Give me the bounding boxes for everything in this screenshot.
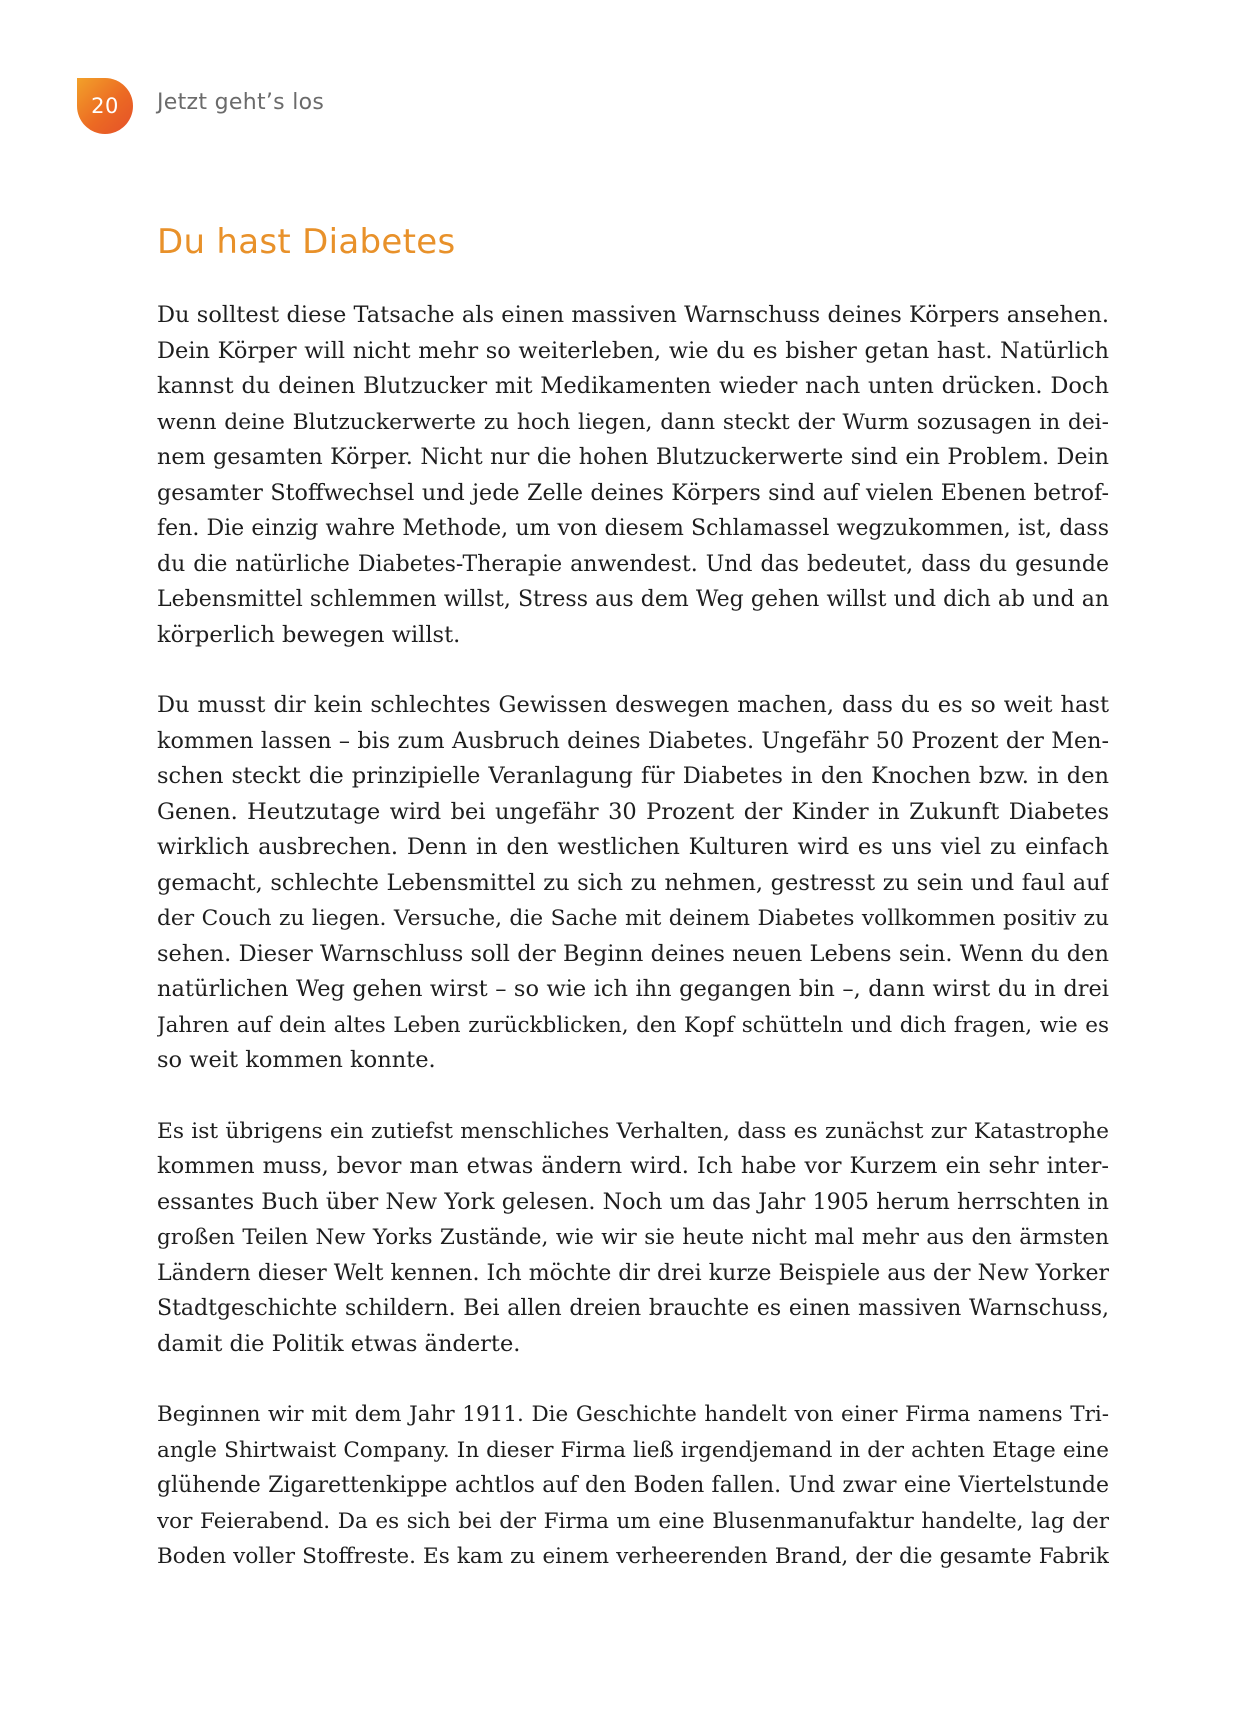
text-line: natürlichen Weg gehen wirst – so wie ich ihn gegangen bin –, dann wirst du in drei (157, 976, 1109, 1002)
paragraph (157, 688, 1109, 1079)
text-line: angle Shirtwaist Company. In dieser Firma ließ irgendjemand in der achten Etage eine (157, 1437, 1109, 1463)
page-number-badge (77, 78, 133, 134)
body-text (157, 298, 1109, 1610)
text-line: Ländern dieser Welt kennen. Ich möchte dir drei kurze Beispiele aus der New Yorker (157, 1260, 1109, 1286)
text-line: Dein Körper will nicht mehr so weiterleben, wie du es bisher getan hast. Natürlich (157, 337, 1109, 364)
text-line: kannst du deinen Blutzucker mit Medikamenten wieder nach unten drücken. Doch (157, 373, 1109, 399)
chapter-title: Du hast Diabetes (157, 222, 456, 262)
text-line: du die natürliche Diabetes-Therapie anwendest. Und das bedeutet, dass du gesunde (157, 551, 1109, 577)
text-line: kommen lassen – bis zum Ausbruch deines Diabetes. Ungefähr 50 Prozent der Men- (157, 727, 1109, 754)
text-line: Boden voller Stoffreste. Es kam zu einem verheerenden Brand, der die gesamte Fabrik (157, 1544, 1109, 1569)
paragraph (157, 298, 1109, 653)
text-line: Lebensmittel schlemmen willst, Stress aus dem Weg gehen willst und dich ab und an (157, 587, 1109, 612)
text-line: Stadtgeschichte schildern. Bei allen dreien brauchte es einen massiven Warnschuss, (157, 1296, 1109, 1321)
text-line: wenn deine Blutzuckerwerte zu hoch liegen, dann steckt der Wurm sozusagen in dei- (157, 409, 1109, 435)
text-line: Jahren auf dein altes Leben zurückblicken, den Kopf schütteln und dich fragen, wie es (157, 1012, 1109, 1038)
text-line: vor Feierabend. Da es sich bei der Firma um eine Blusenmanufaktur handelte, lag der (157, 1508, 1109, 1534)
text-line: nem gesamten Körper. Nicht nur die hohen Blutzuckerwerte sind ein Problem. Dein (157, 444, 1109, 470)
text-line: der Couch zu liegen. Versuche, die Sache mit deinem Diabetes vollkommen positiv zu (157, 906, 1109, 931)
text-line: wirklich ausbrechen. Denn in den westlichen Kulturen wird es uns viel zu einfach (157, 834, 1109, 860)
page-number: 20 (91, 94, 119, 118)
text-line: Es ist übrigens ein zutiefst menschliches Verhalten, dass es zunächst zur Katastrophe (157, 1118, 1109, 1144)
text-line: sehen. Dieser Warnschluss soll der Beginn deines neuen Lebens sein. Wenn du den (157, 940, 1109, 967)
text-line: kommen muss, bevor man etwas ändern wird. Ich habe vor Kurzem ein sehr inter- (157, 1153, 1109, 1179)
text-line: großen Teilen New Yorks Zustände, wie wir sie heute nicht mal mehr aus den ärmsten (157, 1225, 1109, 1250)
text-line: damit die Politik etwas änderte. (157, 1330, 521, 1357)
text-line: glühende Zigarettenkippe achtlos auf den Boden fallen. Und zwar eine Viertelstunde (157, 1473, 1109, 1498)
text-line: Beginnen wir mit dem Jahr 1911. Die Geschichte handelt von einer Firma namens Tri- (157, 1402, 1109, 1427)
text-line: Du solltest diese Tatsache als einen massiven Warnschuss deines Körpers ansehen. (157, 302, 1109, 328)
paragraph (157, 1114, 1109, 1363)
paragraph (157, 1397, 1109, 1575)
running-head: Jetzt geht’s los (157, 90, 325, 115)
text-line: gemacht, schlechte Lebensmittel zu sich zu nehmen, gestresst zu sein und faul auf (157, 869, 1109, 896)
text-line: essantes Buch über New York gelesen. Noch um das Jahr 1905 herum herrschten in (157, 1188, 1109, 1215)
text-line: so weit kommen konnte. (157, 1047, 436, 1073)
text-line: Du musst dir kein schlechtes Gewissen deswegen machen, dass du es so weit hast (157, 692, 1109, 718)
text-line: gesamter Stoffwechsel und jede Zelle deines Körpers sind auf vielen Ebenen betrof- (157, 479, 1109, 506)
text-line: fen. Die einzig wahre Methode, um von diesem Schlamassel wegzukommen, ist, dass (157, 516, 1109, 541)
text-line: körperlich bewegen willst. (157, 621, 461, 648)
text-line: schen steckt die prinzipielle Veranlagung für Diabetes in den Knochen bzw. in den (157, 763, 1109, 789)
text-line: Genen. Heutzutage wird bei ungefähr 30 Prozent der Kinder in Zukunft Diabetes (157, 798, 1109, 825)
